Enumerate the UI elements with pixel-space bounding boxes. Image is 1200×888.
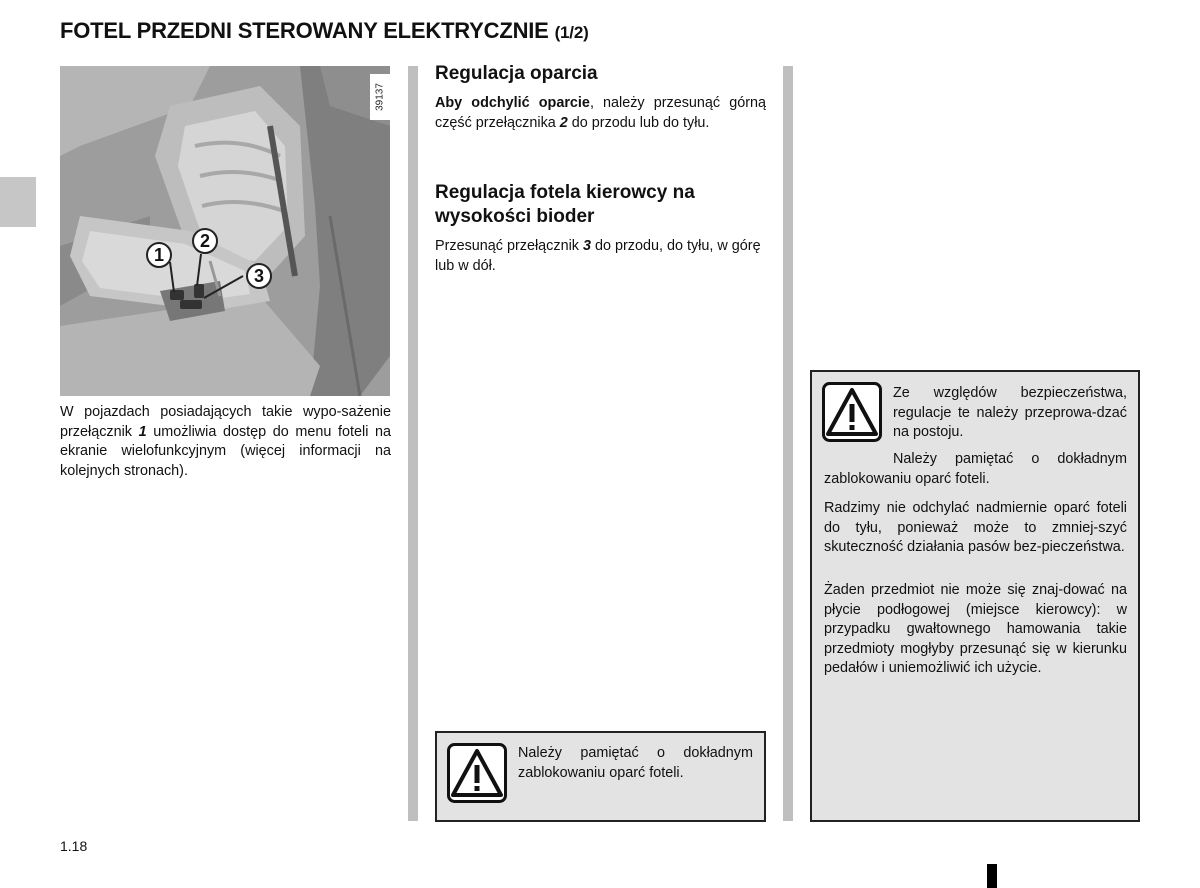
section-heading-hip-height — [435, 181, 695, 229]
hip-heading-line2: wysokości bioder — [435, 206, 595, 227]
backrest-text-b: do przodu lub do tyłu. — [567, 114, 710, 131]
figure-code — [370, 74, 390, 120]
warning-paragraph-2: Radzimy nie odchylać nadmiernie oparć foteli do tyłu, ponieważ może to zmniej-szyć skuteczność działania pasów bez-pieczeństwa. — [824, 500, 1127, 555]
callout-2: 2 — [192, 228, 218, 254]
seat-drawing — [60, 66, 390, 396]
hip-height-paragraph — [435, 237, 766, 276]
backrest-ref-2: 2 — [559, 114, 568, 131]
warning-box-right — [810, 370, 1140, 822]
caption-text-a: W pojazdach posiadających takie wypo-sażenie przełącznik — [60, 404, 391, 440]
column-divider-right — [783, 66, 793, 821]
hip-text-b: do przodu, do tyłu, w górę lub w dół. — [435, 238, 761, 274]
warning-intro: Ze względów bezpieczeństwa, regulacje te należy przeprowa-dzać na postoju. — [893, 385, 1127, 440]
page-edge-mark — [987, 864, 997, 888]
page-title-suffix: (1/2) — [554, 23, 589, 42]
warning-paragraph-1: Należy pamiętać o dokładnym zablokowaniu oparć foteli. — [824, 451, 1127, 487]
caption-ref-1: 1 — [138, 423, 147, 440]
hip-heading-line1: Regulacja fotela kierowcy na — [435, 182, 695, 203]
backrest-paragraph — [435, 94, 766, 133]
section-heading-backrest: Regulacja oparcia — [435, 63, 598, 84]
figure-caption — [60, 403, 391, 481]
backrest-lead: Aby odchylić oparcie — [435, 95, 590, 111]
figure-code-text: 39137 — [374, 83, 386, 111]
page-number: 1.18 — [60, 838, 88, 854]
warning-triangle-icon — [822, 382, 882, 442]
warning-triangle-icon — [447, 743, 507, 803]
seat-illustration — [60, 66, 390, 396]
warning-paragraph-3: Żaden przedmiot nie może się znaj-dować na płycie podłogowej (miejsce kierowcy): w przypadku gwałtownego hamowania takie przedmioty mogłyby przesunąć się w kierunku pedałów i uniemożliwić ich użycie. — [824, 582, 1127, 676]
warning-text-middle: Należy pamiętać o dokładnym zablokowaniu oparć foteli. — [518, 745, 753, 781]
caption-text-b: umożliwia dostęp do menu foteli na ekranie wielofunkcyjnym (więcej informacji na kolejnych stronach). — [60, 423, 391, 479]
page-title-text: FOTEL PRZEDNI STEROWANY ELEKTRYCZNIE — [60, 18, 549, 43]
hip-ref-3: 3 — [582, 238, 591, 254]
hip-text-a: Przesunąć przełącznik — [435, 238, 583, 254]
column-divider-left — [408, 66, 418, 821]
page-title — [60, 18, 589, 44]
chapter-tab — [0, 177, 36, 227]
backrest-text-a: , należy przesunąć górną część przełącznika — [435, 95, 767, 131]
warning-box-middle — [435, 731, 766, 822]
callout-1: 1 — [146, 242, 172, 268]
callout-3: 3 — [246, 263, 272, 289]
